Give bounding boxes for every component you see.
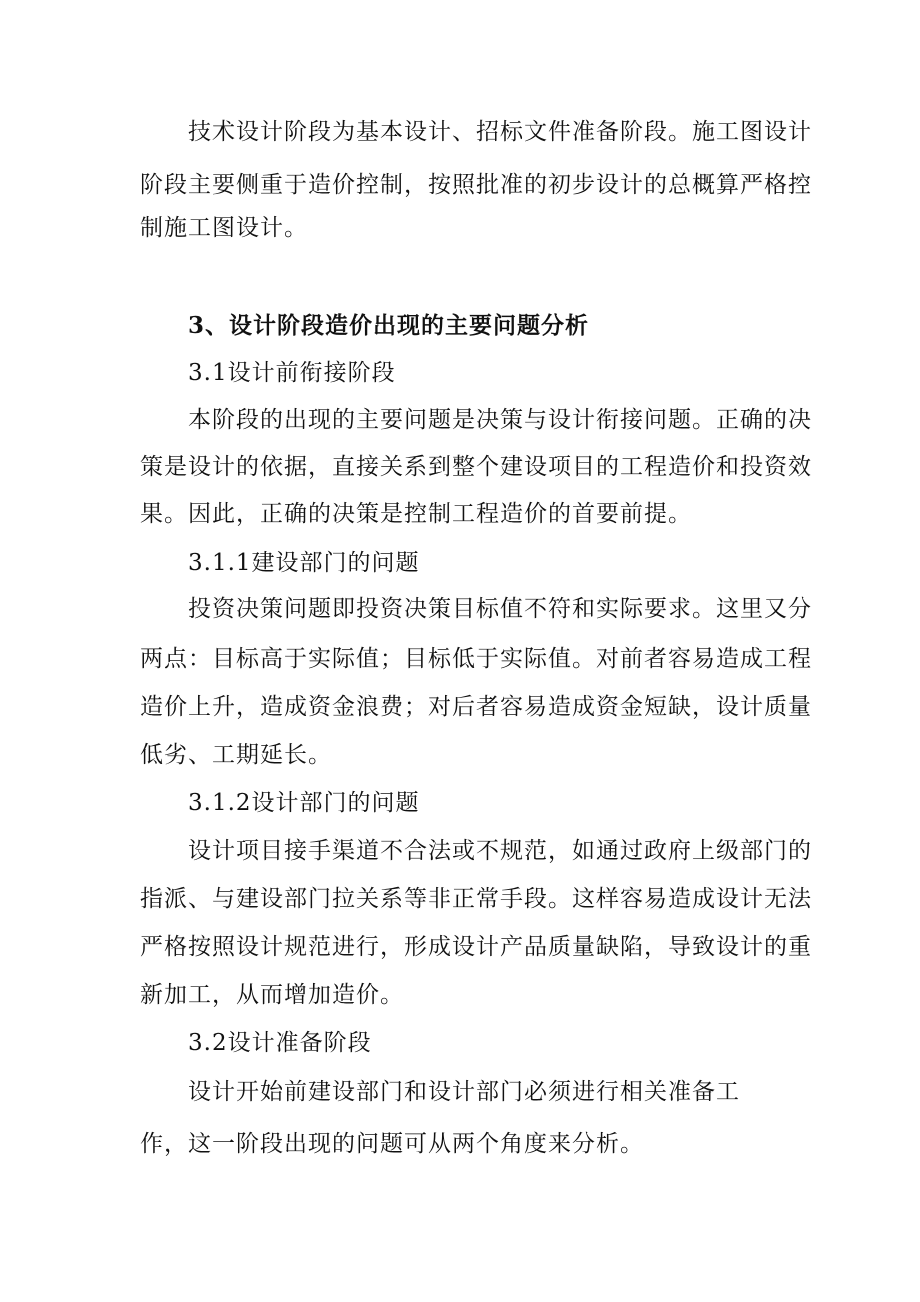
paragraph-3-line-1: 投资决策问题即投资决策目标值不符和实际要求。这里又分 xyxy=(188,596,812,622)
paragraph-1-line-2: 阶段主要侧重于造价控制，按照批准的初步设计的总概算严格控 xyxy=(140,172,812,198)
paragraph-4-line-3: 严格按照设计规范进行，形成设计产品质量缺陷，导致设计的重 xyxy=(140,934,812,960)
paragraph-2-line-3: 果。因此，正确的决策是控制工程造价的首要前提。 xyxy=(140,501,692,527)
paragraph-5-line-2: 作，这一阶段出现的问题可从两个角度来分析。 xyxy=(140,1131,644,1157)
paragraph-2-line-2: 策是设计的依据，直接关系到整个建设项目的工程造价和投资效 xyxy=(140,454,812,480)
section-3-1-2-heading: 3.1.2设计部门的问题 xyxy=(188,790,420,816)
paragraph-3-line-3: 造价上升，造成资金浪费；对后者容易造成资金短缺，设计质量 xyxy=(140,694,812,720)
paragraph-5-line-1: 设计开始前建设部门和设计部门必须进行相关准备工 xyxy=(188,1079,740,1105)
section-3-2-heading: 3.2设计准备阶段 xyxy=(188,1030,372,1056)
section-3-1-heading: 3.1设计前衔接阶段 xyxy=(188,360,396,386)
paragraph-2-line-1: 本阶段的出现的主要问题是决策与设计衔接问题。正确的决 xyxy=(188,407,812,433)
paragraph-4-line-4: 新加工，从而增加造价。 xyxy=(140,982,404,1008)
paragraph-4-line-2: 指派、与建设部门拉关系等非正常手段。这样容易造成设计无法 xyxy=(140,886,812,912)
paragraph-3-line-2: 两点：目标高于实际值；目标低于实际值。对前者容易造成工程 xyxy=(140,646,812,672)
paragraph-1-line-1: 技术设计阶段为基本设计、招标文件准备阶段。施工图设计 xyxy=(188,119,812,145)
paragraph-1-line-3: 制施工图设计。 xyxy=(140,215,308,241)
paragraph-4-line-1: 设计项目接手渠道不合法或不规范，如通过政府上级部门的 xyxy=(188,838,812,864)
section-3-heading: 3、设计阶段造价出现的主要问题分析 xyxy=(188,312,590,339)
paragraph-3-line-4: 低劣、工期延长。 xyxy=(140,742,332,768)
section-3-1-1-heading: 3.1.1建设部门的问题 xyxy=(188,550,420,576)
